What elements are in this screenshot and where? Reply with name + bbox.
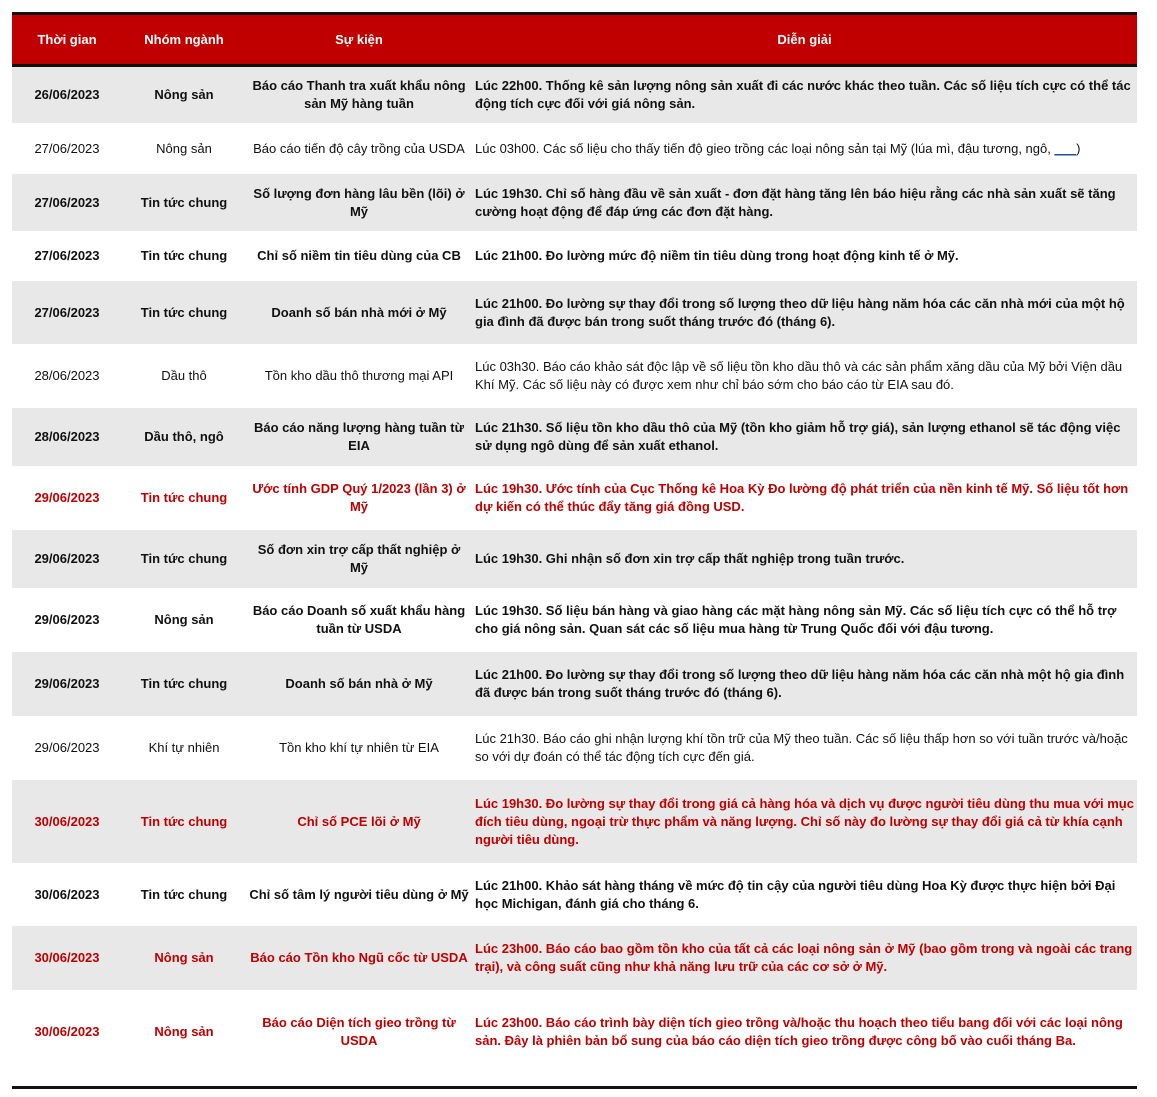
row-date: 26/06/2023: [12, 67, 122, 123]
row-description: Lúc 19h30. Số liệu bán hàng và giao hàng các mặt hàng nông sản Mỹ. Các số liệu tích cực có thể hỗ trợ cho giá nông sản. Quan sát các số liệu mua hàng từ Trung Quốc đối với đậu tương.: [475, 603, 1117, 636]
row-date: 29/06/2023: [34, 740, 100, 755]
row-group: Dầu thô: [161, 368, 207, 383]
row-description: Lúc 21h00. Đo lường mức độ niềm tin tiêu dùng trong hoạt động kinh tế ở Mỹ.: [475, 248, 959, 263]
row-description: Lúc 03h00. Các số liệu cho thấy tiến độ gieo trồng các loại nông sản tại Mỹ (lúa mì, đậu tương, ngô, ___): [475, 140, 1081, 156]
table-row: [12, 231, 1137, 281]
row-event: Ước tính GDP Quý 1/2023 (lần 3) ở Mỹ: [252, 481, 466, 514]
header-group: Nhóm ngành: [122, 15, 246, 64]
calendar-table-wrapper: [12, 12, 1137, 1089]
row-description: Lúc 21h00. Đo lường sự thay đổi trong số lượng theo dữ liệu hàng năm hóa các căn nhà một hộ gia đình đã được bán trong suốt tháng trước đó (tháng 6).: [472, 652, 1137, 716]
row-event: Báo cáo Doanh số xuất khẩu hàng tuần từ USDA: [252, 603, 466, 636]
row-event: Tồn kho dầu thô thương mại API: [264, 368, 454, 383]
row-description: Lúc 19h30. Chỉ số hàng đầu về sản xuất - đơn đặt hàng tăng lên báo hiệu rằng các nhà sản xuất sẽ tăng cường hoạt động để đáp ứng các đơn đặt hàng.: [472, 174, 1137, 231]
row-date: 29/06/2023: [12, 652, 122, 716]
table-row: [12, 174, 1137, 231]
row-date: 30/06/2023: [12, 926, 122, 990]
table-row: [12, 408, 1137, 466]
row-date: 30/06/2023: [34, 1024, 100, 1039]
row-description: Lúc 23h00. Báo cáo bao gồm tồn kho của tất cả các loại nông sản ở Mỹ (bao gồm trong và ngoài các trang trại), và công suất cũng như khả năng lưu trữ của các cơ sở ở Mỹ.: [472, 926, 1137, 990]
row-group: Nông sản: [122, 67, 246, 123]
row-group: Tin tức chung: [122, 652, 246, 716]
row-group: Nông sản: [122, 926, 246, 990]
table-row: [12, 67, 1137, 123]
row-description: Lúc 23h00. Báo cáo trình bày diện tích gieo trồng và/hoặc thu hoạch theo tiểu bang đối với các loại nông sản. Đây là phiên bản bổ sung của báo cáo diện tích gieo trồng được công bố vào cuối tháng Ba.: [475, 1015, 1123, 1048]
economic-calendar-table: [12, 15, 1137, 1074]
table-row: [12, 652, 1137, 716]
row-group: Nông sản: [154, 612, 214, 627]
row-event: Chỉ số PCE lõi ở Mỹ: [246, 780, 472, 863]
row-date: 29/06/2023: [34, 612, 100, 627]
row-event: Báo cáo năng lượng hàng tuần từ EIA: [246, 408, 472, 466]
row-group: Tin tức chung: [140, 248, 228, 263]
row-event: Báo cáo Thanh tra xuất khẩu nông sản Mỹ hàng tuần: [246, 67, 472, 123]
table-header: [12, 15, 1137, 64]
header-row: [12, 15, 1137, 64]
row-group: Tin tức chung: [122, 530, 246, 588]
row-date: 28/06/2023: [34, 368, 100, 383]
table-body: [12, 64, 1137, 1074]
row-description: Lúc 21h00. Đo lường sự thay đổi trong số lượng theo dữ liệu hàng năm hóa các căn nhà mới của một hộ gia đình đã được bán trong suốt tháng trước đó (tháng 6).: [472, 281, 1137, 344]
row-event: Báo cáo Diện tích gieo trồng từ USDA: [262, 1015, 456, 1048]
row-description: Lúc 21h00. Khảo sát hàng tháng về mức độ tin cậy của người tiêu dùng Hoa Kỳ được thực hiện bởi Đại học Michigan, đánh giá cho tháng 6.: [475, 877, 1116, 911]
row-group: Tin tức chung: [122, 780, 246, 863]
row-description: Lúc 21h30. Số liệu tồn kho dầu thô của Mỹ (tồn kho giảm hỗ trợ giá), sản lượng ethanol sẽ tác động việc sử dụng ngô dùng để sản xuất ethanol.: [472, 408, 1137, 466]
desc-tail: ): [1076, 140, 1081, 156]
row-date: 29/06/2023: [12, 530, 122, 588]
row-event: Tồn kho khí tự nhiên từ EIA: [279, 740, 439, 755]
row-group: Tin tức chung: [122, 174, 246, 231]
row-event: Chỉ số tâm lý người tiêu dùng ở Mỹ: [249, 886, 469, 902]
row-date: 27/06/2023: [12, 281, 122, 344]
row-date: 30/06/2023: [34, 886, 100, 902]
row-group: Nông sản: [154, 1024, 214, 1039]
row-group: Dầu thô, ngô: [122, 408, 246, 466]
table-row: [12, 530, 1137, 588]
row-date: 30/06/2023: [12, 780, 122, 863]
row-event: Doanh số bán nhà ở Mỹ: [246, 652, 472, 716]
table-row: [12, 780, 1137, 863]
row-description: Lúc 22h00. Thống kê sản lượng nông sản xuất đi các nước khác theo tuần. Các số liệu tích cực có thể tác động tích cực đối với giá nông sản.: [472, 67, 1137, 123]
more-link[interactable]: ___: [1054, 140, 1077, 156]
row-description: Lúc 03h30. Báo cáo khảo sát độc lập về số liệu tồn kho dầu thô và các sản phẩm xăng dầu của Mỹ bởi Viện dầu Khí Mỹ. Các số liệu này có được xem như chỉ báo sớm cho báo cáo từ EIA sau đó.: [475, 359, 1123, 392]
table-row: [12, 990, 1137, 1074]
row-event: Báo cáo Tồn kho Ngũ cốc từ USDA: [246, 926, 472, 990]
row-date: 27/06/2023: [34, 140, 100, 156]
table-row: [12, 716, 1137, 780]
row-event: Số lượng đơn hàng lâu bền (lõi) ở Mỹ: [246, 174, 472, 231]
row-description: Lúc 19h30. Đo lường sự thay đổi trong giá cả hàng hóa và dịch vụ được người tiêu dùng thu mua với mục đích tiêu dùng, ngoại trừ thực phẩm và năng lượng. Chỉ số này đo lường sự thay đổi giá cả từ khía cạnh người tiêu dùng.: [472, 780, 1137, 863]
table-row: [12, 466, 1137, 530]
row-event: Chỉ số niềm tin tiêu dùng của CB: [257, 248, 461, 263]
table-row: [12, 926, 1137, 990]
row-group: Tin tức chung: [140, 490, 228, 505]
row-description: Lúc 19h30. Ghi nhận số đơn xin trợ cấp thất nghiệp trong tuần trước.: [472, 530, 1137, 588]
row-date: 29/06/2023: [34, 490, 100, 505]
table-row: [12, 281, 1137, 344]
row-date: 27/06/2023: [34, 248, 100, 263]
table-row: [12, 344, 1137, 408]
row-description: Lúc 19h30. Ước tính của Cục Thống kê Hoa Kỳ Đo lường độ phát triển của nền kinh tế Mỹ. Số liệu tốt hơn dự kiến có thể thúc đẩy tăng giá đồng USD.: [475, 481, 1129, 514]
row-event: Số đơn xin trợ cấp thất nghiệp ở Mỹ: [246, 530, 472, 588]
row-group: Nông sản: [156, 140, 212, 156]
row-event: Doanh số bán nhà mới ở Mỹ: [246, 281, 472, 344]
row-event: Báo cáo tiến độ cây trồng của USDA: [253, 140, 465, 156]
table-row: [12, 123, 1137, 174]
row-group: Khí tự nhiên: [148, 740, 220, 755]
row-date: 28/06/2023: [12, 408, 122, 466]
row-group: Tin tức chung: [122, 281, 246, 344]
header-time: Thời gian: [12, 15, 122, 64]
row-date: 27/06/2023: [12, 174, 122, 231]
row-description: Lúc 21h30. Báo cáo ghi nhận lượng khí tồn trữ của Mỹ theo tuần. Các số liệu thấp hơn so với tuần trước và/hoặc so với dự đoán có thể tác động tích cực đến giá.: [475, 731, 1128, 764]
table-row: [12, 863, 1137, 926]
bottom-rule: [12, 1086, 1137, 1089]
header-description: Diễn giải: [472, 15, 1137, 64]
header-event: Sự kiện: [246, 15, 472, 64]
row-group: Tin tức chung: [140, 886, 228, 902]
table-row: [12, 588, 1137, 652]
